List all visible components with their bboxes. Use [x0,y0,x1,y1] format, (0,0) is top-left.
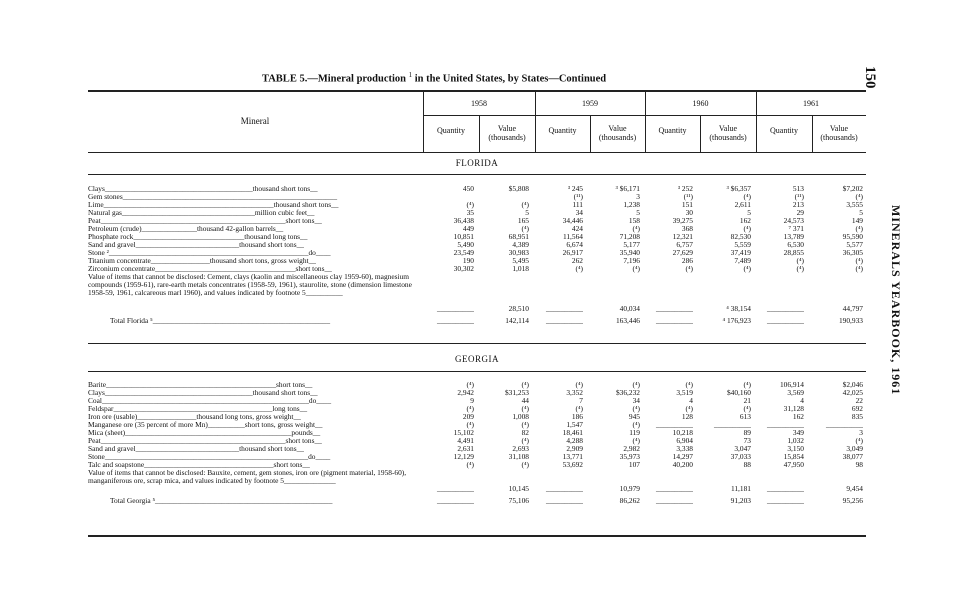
table-row [88,273,866,313]
cell-q59: 13,771 [562,452,583,461]
cell-q61: 1,032 [787,436,804,445]
cell-q60: 6,757 [676,240,693,249]
cell-v58: 5 [525,208,529,217]
row-label: Coal________________________________________________________do____ [88,397,332,405]
cell-v61: 95,590 [842,232,863,241]
page-number: 150 [862,66,878,89]
quantity-header: Quantity [658,126,687,135]
cell-v61: $2,046 [842,380,863,389]
cell-v61: 5 [859,208,863,217]
cell-q59: 111 [572,200,583,209]
cell-q61: 513 [792,184,804,193]
cell-q61: 4 [800,396,804,405]
cell-v59: ³ $6,171 [615,184,640,193]
cell-v61: 9,454 [846,484,863,493]
cell-v59: (⁴) [632,404,640,413]
cell-q59: 186 [571,412,583,421]
year-header: 1960 [692,99,709,108]
year-header: 1961 [803,99,819,108]
cell-v59: 34 [632,396,640,405]
cell-v60: 5 [747,208,751,217]
cell-v60: 7,489 [734,256,751,265]
cell-q58: (⁴) [466,460,474,469]
row-label: Value of items that cannot be disclosed: Bauxite, cement, gem stones, iron ore (pigment material, 1958-60), manganiferous ore, scrap mica, and values indicated by footnote 5______________ [88,469,407,485]
cell-v60: 3,047 [734,444,751,453]
cell-q58: 9 [470,396,474,405]
cell-q61: 31,128 [783,404,804,413]
cell-q61: 47,950 [783,460,804,469]
cell-q61: __________ [767,304,804,313]
cell-v60: 89 [743,428,751,437]
cell-v61: 38,077 [842,452,863,461]
cell-q60: 6,904 [676,436,693,445]
cell-q61: 3,569 [787,388,804,397]
cell-v61: 3 [859,428,863,437]
cell-q58: __________ [437,304,474,313]
cell-q61: ⁷ 371 [788,224,804,233]
cell-v59: 163,446 [615,316,640,325]
quantity-header: Quantity [548,126,577,135]
row-label: Zirconium concentrate______________________________________short tons__ [88,265,332,273]
cell-q58: 450 [462,184,474,193]
cell-v60: 37,419 [730,248,751,257]
cell-q59: 424 [571,224,583,233]
cell-v58: $31,253 [504,388,529,397]
cell-q61: 213 [792,200,804,209]
cell-v61: 190,933 [838,316,863,325]
cell-v61: $7,202 [842,184,863,193]
cell-q60: 4 [689,396,693,405]
cell-v61: (⁴) [855,192,863,201]
cell-v58: (⁴) [521,460,529,469]
cell-q58: 449 [462,224,474,233]
cell-q58: __________ [437,484,474,493]
cell-v61: __________ [826,420,863,429]
cell-q59: (¹¹) [573,192,583,201]
cell-v60: (⁴) [743,404,751,413]
caption-footnote: 1 [408,71,413,79]
top-rule [88,90,866,92]
cell-q58: (⁴) [466,200,474,209]
cell-q60: 3,519 [676,388,693,397]
row-label: Talc and soapstone___________________________________short tons__ [88,461,310,469]
cell-q61: __________ [767,420,804,429]
cell-q61: 3,150 [787,444,804,453]
cell-q59: 34,446 [562,216,583,225]
cell-q59: __________ [546,316,583,325]
running-head: MINERALS YEARBOOK, 1961 [889,205,903,396]
bottom-rule [88,535,866,537]
row-label: Petroleum (crude)_______________thousand 42-gallon barrels__ [88,225,284,233]
total-row [88,497,866,505]
row-label: Iron ore (usable)________________thousand long tons, gross weight__ [88,413,301,421]
cell-v59: 2,982 [623,444,640,453]
cell-v58: 82 [521,428,529,437]
cell-v58: (⁴) [521,420,529,429]
cell-v58: (⁴) [521,436,529,445]
cell-v59: 40,034 [619,304,640,313]
cell-q58: 10,851 [453,232,474,241]
cell-v59: 35,940 [619,248,640,257]
cell-q60: 151 [681,200,693,209]
cell-v61: 42,025 [842,388,863,397]
cell-q60: 286 [681,256,693,265]
section-rule [88,174,866,175]
cell-v58: 28,510 [508,304,529,313]
cell-q59: 1,547 [566,420,583,429]
cell-q58: 2,942 [457,388,474,397]
cell-v61: (⁴) [855,264,863,273]
cell-q61: __________ [767,484,804,493]
cell-q59: (⁴) [575,380,583,389]
cell-v60: (⁴) [743,264,751,273]
cell-q61: 29 [796,208,804,217]
cell-v59: 107 [628,460,640,469]
cell-v58: 2,693 [512,444,529,453]
cell-v61: 5,577 [846,240,863,249]
cell-q59: __________ [546,496,583,505]
cell-v59: $36,232 [615,388,640,397]
cell-q58: 35 [466,208,474,217]
caption-text: TABLE 5.—Mineral production [262,73,407,85]
cell-q59: __________ [546,484,583,493]
caption-tail: in the United States, by States—Continued [414,73,607,85]
cell-q61: 349 [792,428,804,437]
cell-v58: 44 [521,396,529,405]
cell-q58: 23,549 [453,248,474,257]
cell-q60: 30 [685,208,693,217]
row-label: Barite______________________________________________short tons__ [88,381,313,389]
row-label: Gem stones__________________________________________________________ [88,193,338,201]
cell-q60: 14,297 [672,452,693,461]
cell-v59: 71,208 [619,232,640,241]
cell-q58: 30,302 [453,264,474,273]
cell-v61: 149 [851,216,863,225]
cell-q60: __________ [656,316,693,325]
cell-q61: (⁴) [796,256,804,265]
value-header: Value (thousands) [598,124,637,142]
cell-v60: 162 [739,216,751,225]
cell-v61: 95,256 [842,496,863,505]
cell-v60: ⁴ 38,154 [726,304,751,313]
cell-q60: 368 [681,224,693,233]
cell-v58: 4,389 [512,240,529,249]
cell-v61: (⁴) [855,224,863,233]
header-bottom-rule [88,152,866,153]
cell-q61: 162 [792,412,804,421]
cell-v60: 5,559 [734,240,751,249]
cell-v58: (⁴) [521,200,529,209]
cell-v61: 22 [855,396,863,405]
cell-v61: 835 [851,412,863,421]
cell-q58: 2,631 [457,444,474,453]
cell-v58: $5,808 [508,184,529,193]
cell-v59: 10,979 [619,484,640,493]
row-label: Total Florida ⁵________________________________________________ [110,317,331,325]
row-label: Feldspar___________________________________________long tons__ [88,405,308,413]
cell-q61: 15,854 [783,452,804,461]
cell-q58: 209 [462,412,474,421]
cell-q61: (¹¹) [794,192,804,201]
cell-q60: 12,321 [672,232,693,241]
mineral-header: Mineral [240,116,270,126]
cell-v59: 86,262 [619,496,640,505]
year-header: 1958 [471,99,487,108]
cell-q60: __________ [656,496,693,505]
cell-v59: 945 [628,412,640,421]
cell-q61: __________ [767,496,804,505]
cell-v60: 613 [739,412,751,421]
cell-v60: 11,181 [730,484,751,493]
cell-q60: (⁴) [685,404,693,413]
cell-q60: __________ [656,420,693,429]
row-label: Manganese ore (35 percent of more Mn)__________short tons, gross weight__ [88,421,323,429]
cell-q60: __________ [656,484,693,493]
cell-q58: __________ [437,316,474,325]
cell-v60: 91,203 [730,496,751,505]
cell-q61: __________ [767,316,804,325]
cell-q58: 5,490 [457,240,474,249]
cell-v58: (⁴) [521,380,529,389]
cell-v60: 82,530 [730,232,751,241]
cell-v59: (⁴) [632,380,640,389]
cell-q60: 3,338 [676,444,693,453]
cell-q58: (⁴) [466,404,474,413]
section-rule [88,343,866,344]
cell-q59: 2,909 [566,444,583,453]
cell-v60: 2,611 [734,200,751,209]
cell-q58: 190 [462,256,474,265]
cell-q60: 128 [681,412,693,421]
cell-v58: 30,983 [508,248,529,257]
row-label: Mica (sheet)_____________________________________________pounds__ [88,429,321,437]
row-label: Clays________________________________________thousand short tons__ [88,185,318,193]
cell-v58: 1,008 [512,412,529,421]
cell-q58: 12,129 [453,452,474,461]
cell-v58: 10,145 [508,484,529,493]
cell-v61: (⁴) [855,436,863,445]
cell-q61: 6,530 [787,240,804,249]
cell-v58: 165 [517,216,529,225]
cell-v60: 21 [743,396,751,405]
cell-q59: 6,674 [566,240,583,249]
row-label: Sand and gravel____________________________thousand short tons__ [88,241,304,249]
cell-q58: 4,491 [457,436,474,445]
cell-q60: (¹¹) [683,192,693,201]
cell-q61: 106,914 [779,380,804,389]
cell-v59: 3 [636,192,640,201]
cell-v58: 68,951 [508,232,529,241]
cell-v59: 1,238 [623,200,640,209]
section-title-florida: FLORIDA [455,158,499,168]
total-row [88,317,866,325]
cell-v59: (⁴) [632,436,640,445]
cell-q61: 24,573 [783,216,804,225]
cell-v61: 36,305 [842,248,863,257]
cell-q61: 13,789 [783,232,804,241]
cell-v60: ³ $6,357 [726,184,751,193]
cell-q60: 39,275 [672,216,693,225]
cell-v58: 75,106 [508,496,529,505]
row-label: Peat__________________________________________________short tons__ [88,217,322,225]
cell-v60: (⁴) [743,380,751,389]
cell-q58: 36,438 [453,216,474,225]
cell-q58: 15,102 [453,428,474,437]
year-header: 1959 [582,99,598,108]
cell-v59: 5 [636,208,640,217]
row-label: Lime______________________________________________thousand short tons__ [88,201,339,209]
cell-v58: 142,114 [505,316,529,325]
value-header: Value (thousands) [709,124,747,142]
cell-q60: 40,200 [672,460,693,469]
cell-q59: (⁴) [575,264,583,273]
cell-v58: (⁴) [521,224,529,233]
cell-v60: (⁴) [743,192,751,201]
cell-q60: (⁴) [685,264,693,273]
section-rule [88,371,866,372]
cell-v61: 692 [851,404,863,413]
cell-q58: __________ [437,496,474,505]
cell-q61: 28,855 [783,248,804,257]
cell-q60: __________ [656,304,693,313]
cell-q59: 18,461 [562,428,583,437]
cell-v58: 31,108 [508,452,529,461]
cell-q60: ³ 252 [677,184,693,193]
cell-v58: 1,018 [512,264,529,273]
cell-q59: 7 [579,396,583,405]
cell-v58: (⁴) [521,404,529,413]
cell-v59: (⁴) [632,224,640,233]
quantity-header: Quantity [770,126,798,135]
cell-v60: 88 [743,460,751,469]
cell-q59: 34 [575,208,583,217]
row-label: Value of items that cannot be disclosed: Cement, clays (kaolin and miscellaneous clay 1959-60), magnesium compounds (1959-61), rare-earth metals concentrates (1958-59, 1961), staurolite, stone (dimension limestone 1958-59, 1961, calcareous marl 1960), and values indicated by footnote 5__________ [88,273,412,297]
value-header: Value (thousands) [820,124,858,142]
cell-q60: 10,218 [672,428,693,437]
cell-v59: 35,973 [619,452,640,461]
row-label: Clays________________________________________thousand short tons__ [88,389,318,397]
row-label: Peat__________________________________________________short tons__ [88,437,322,445]
cell-q59: 26,917 [562,248,583,257]
cell-v60: ⁴ 176,923 [722,316,751,325]
cell-v60: __________ [714,420,751,429]
row-label: Stone_______________________________________________________do____ [88,453,331,461]
row-label: Phosphate rock______________________________thousand long tons__ [88,233,308,241]
cell-q59: (⁴) [575,404,583,413]
cell-v59: (⁴) [632,420,640,429]
table-row [88,265,866,273]
cell-q59: 3,352 [566,388,583,397]
cell-q60: 27,629 [672,248,693,257]
cell-q59: 262 [571,256,583,265]
row-label: Total Georgia ⁵________________________________________________ [110,497,333,505]
cell-q61: (⁴) [796,264,804,273]
cell-q58: (⁴) [466,380,474,389]
cell-v59: (⁴) [632,264,640,273]
table-caption [262,71,606,85]
table-row [88,469,866,493]
cell-v61: 98 [855,460,863,469]
quantity-header: Quantity [437,126,465,135]
cell-v58: 5,495 [512,256,529,265]
cell-v59: 7,196 [623,256,640,265]
row-label: Sand and gravel____________________________thousand short tons__ [88,445,304,453]
georgia-rows [88,381,866,505]
row-label: Stone ²______________________________________________________do____ [88,249,331,257]
cell-q60: (⁴) [685,380,693,389]
cell-q59: 53,692 [562,460,583,469]
value-header: Value (thousands) [488,124,526,142]
row-label: Titanium concentrate________________thousand short tons, gross weight__ [88,257,316,265]
cell-v59: 5,177 [623,240,640,249]
cell-q59: ³ 245 [567,184,583,193]
cell-v60: (⁴) [743,224,751,233]
florida-rows [88,185,866,325]
section-title-georgia: GEORGIA [455,354,499,364]
cell-q59: 4,288 [566,436,583,445]
cell-v61: (⁴) [855,256,863,265]
cell-v61: 3,049 [846,444,863,453]
cell-q58: (⁴) [466,420,474,429]
cell-v60: $40,160 [726,388,751,397]
cell-q59: 11,564 [562,232,583,241]
table-row [88,461,866,469]
row-label: Natural gas____________________________________million cubic feet__ [88,209,315,217]
cell-v60: 37,033 [730,452,751,461]
cell-v59: 119 [629,428,640,437]
cell-v60: 73 [743,436,751,445]
cell-v61: 3,555 [846,200,863,209]
cell-q59: __________ [546,304,583,313]
cell-v59: 158 [628,216,640,225]
cell-v61: 44,797 [842,304,863,313]
